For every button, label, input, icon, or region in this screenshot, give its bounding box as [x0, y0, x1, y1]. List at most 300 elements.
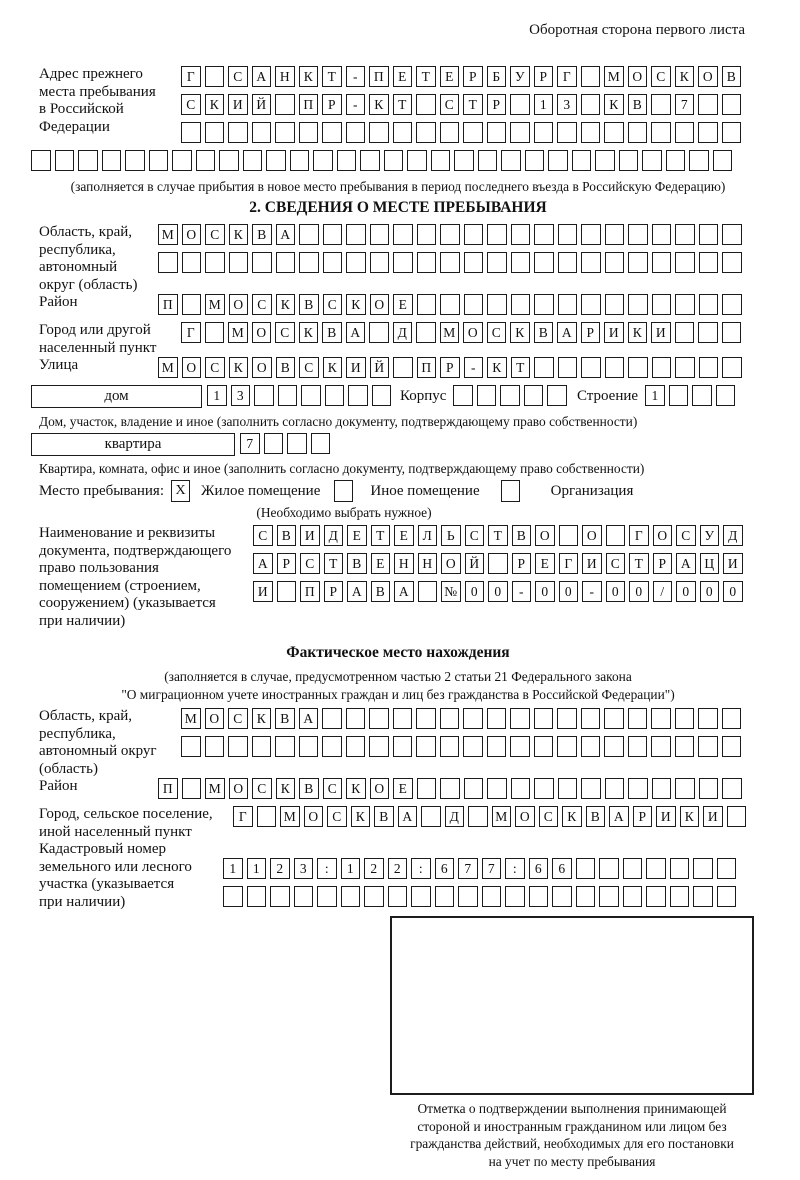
char-cell: А	[398, 806, 418, 827]
char-cell	[454, 150, 474, 171]
char-cell	[337, 150, 357, 171]
char-cell	[628, 736, 648, 757]
char-cell: Р	[534, 66, 554, 87]
char-cell	[525, 150, 545, 171]
char-cell	[388, 886, 408, 907]
char-cell	[453, 385, 473, 406]
char-cell: 0	[723, 581, 743, 602]
char-cell: К	[323, 357, 343, 378]
char-cell: А	[276, 224, 296, 245]
char-cell	[322, 122, 342, 143]
char-cell	[605, 224, 625, 245]
char-cell	[313, 150, 333, 171]
char-cell	[158, 252, 178, 273]
char-cell	[346, 122, 366, 143]
stay-type-label: Место пребывания:	[39, 482, 164, 499]
char-cell	[652, 252, 672, 273]
char-cell	[722, 778, 742, 799]
char-cell: В	[586, 806, 606, 827]
char-cell: О	[229, 294, 249, 315]
checkbox-residential: X	[171, 480, 190, 502]
char-cell	[464, 224, 484, 245]
char-cell: 6	[529, 858, 549, 879]
char-cell	[511, 224, 531, 245]
char-cell	[605, 357, 625, 378]
char-cell: Ь	[441, 525, 461, 546]
char-cell	[369, 708, 389, 729]
char-cell	[599, 886, 619, 907]
char-cell	[463, 736, 483, 757]
char-cell	[369, 322, 389, 343]
char-cell	[488, 553, 508, 574]
char-cell: Р	[277, 553, 297, 574]
char-cell	[323, 224, 343, 245]
char-cell	[393, 708, 413, 729]
char-cell	[299, 252, 319, 273]
char-cell	[547, 385, 567, 406]
char-cell: В	[628, 94, 648, 115]
char-cell	[666, 150, 686, 171]
char-cell	[652, 294, 672, 315]
char-cell	[628, 224, 648, 245]
char-cell	[548, 150, 568, 171]
char-cell	[675, 322, 695, 343]
char-cell	[228, 736, 248, 757]
char-cell: Г	[233, 806, 253, 827]
char-cell	[369, 736, 389, 757]
char-cell	[243, 150, 263, 171]
char-cell	[534, 294, 554, 315]
char-cell	[675, 224, 695, 245]
char-cell	[252, 736, 272, 757]
char-cell	[606, 525, 626, 546]
char-cell	[646, 858, 666, 879]
char-cell: Т	[322, 66, 342, 87]
char-cell: Г	[181, 66, 201, 87]
char-cell: С	[205, 224, 225, 245]
cadastral-row-1	[223, 858, 736, 879]
district-block	[31, 294, 765, 322]
char-cell	[558, 224, 578, 245]
char-cell: П	[369, 66, 389, 87]
doc-label: Наименование и реквизиты документа, подтверждающего право пользования помещением (строением, сооружением) (указывается при наличии)	[39, 525, 232, 629]
char-cell	[182, 252, 202, 273]
page-side-title: Оборотная сторона первого листа	[529, 22, 745, 38]
char-cell: Е	[393, 778, 413, 799]
char-cell	[223, 886, 243, 907]
char-cell: О	[463, 322, 483, 343]
char-cell	[628, 778, 648, 799]
doc-row-1	[253, 525, 743, 546]
char-cell: С	[228, 708, 248, 729]
char-cell: О	[370, 778, 390, 799]
char-cell: Д	[324, 525, 344, 546]
checkbox-other-premises	[334, 480, 353, 502]
char-cell	[675, 294, 695, 315]
char-cell: 3	[294, 858, 314, 879]
char-cell	[275, 122, 295, 143]
char-cell: Е	[393, 66, 413, 87]
cadastral-block	[31, 841, 765, 914]
char-cell: Е	[393, 294, 413, 315]
char-cell: Т	[416, 66, 436, 87]
char-cell	[440, 708, 460, 729]
prev-address-row-1	[181, 66, 741, 87]
prev-address-block	[31, 66, 765, 150]
char-cell	[205, 122, 225, 143]
char-cell: К	[562, 806, 582, 827]
char-cell: И	[651, 322, 671, 343]
actual-location-heading: Фактическое место нахождения	[286, 644, 510, 661]
char-cell	[534, 224, 554, 245]
char-cell	[487, 778, 507, 799]
stroenie-cells	[645, 385, 735, 406]
char-cell: Т	[324, 553, 344, 574]
char-cell	[510, 94, 530, 115]
house-box: дом	[31, 385, 202, 408]
char-cell: Б	[487, 66, 507, 87]
char-cell: М	[440, 322, 460, 343]
char-cell	[323, 252, 343, 273]
char-cell	[364, 886, 384, 907]
char-cell: В	[512, 525, 532, 546]
actual-city-row	[233, 806, 746, 827]
char-cell	[623, 858, 643, 879]
district-label: Район	[39, 294, 78, 310]
char-cell: В	[299, 778, 319, 799]
char-cell: А	[394, 581, 414, 602]
char-cell: В	[252, 224, 272, 245]
char-cell	[713, 150, 733, 171]
char-cell	[102, 150, 122, 171]
char-cell: С	[465, 525, 485, 546]
stay-type-row	[31, 480, 765, 502]
apartment-number-cells	[240, 433, 330, 454]
char-cell	[276, 252, 296, 273]
char-cell: О	[205, 708, 225, 729]
char-cell: Л	[418, 525, 438, 546]
char-cell	[301, 385, 321, 406]
actual-region-label: Область, край, республика, автономный округ (область)	[39, 708, 157, 777]
actual-region-row-2	[181, 736, 741, 757]
char-cell: А	[676, 553, 696, 574]
char-cell	[699, 252, 719, 273]
char-cell	[487, 122, 507, 143]
char-cell: 2	[270, 858, 290, 879]
char-cell: В	[347, 553, 367, 574]
char-cell: М	[228, 322, 248, 343]
organization-option-label: Организация	[550, 482, 634, 499]
char-cell: С	[323, 778, 343, 799]
char-cell	[205, 66, 225, 87]
char-cell	[435, 886, 455, 907]
char-cell: С	[275, 322, 295, 343]
char-cell	[511, 294, 531, 315]
char-cell: И	[723, 553, 743, 574]
char-cell: У	[510, 66, 530, 87]
char-cell: Т	[463, 94, 483, 115]
char-cell	[716, 385, 736, 406]
char-cell	[557, 736, 577, 757]
char-cell: С	[606, 553, 626, 574]
char-cell: Т	[511, 357, 531, 378]
char-cell: Д	[393, 322, 413, 343]
char-cell	[623, 886, 643, 907]
char-cell: К	[369, 94, 389, 115]
char-cell	[311, 433, 331, 454]
char-cell	[505, 886, 525, 907]
char-cell: 1	[247, 858, 267, 879]
char-cell: П	[300, 581, 320, 602]
char-cell	[500, 385, 520, 406]
char-cell	[294, 886, 314, 907]
char-cell	[675, 357, 695, 378]
char-cell	[727, 806, 747, 827]
char-cell: Г	[181, 322, 201, 343]
char-cell: С	[539, 806, 559, 827]
char-cell	[581, 252, 601, 273]
char-cell: 7	[458, 858, 478, 879]
char-cell: М	[158, 224, 178, 245]
char-cell	[722, 357, 742, 378]
char-cell	[722, 122, 742, 143]
char-cell	[604, 736, 624, 757]
char-cell: Ц	[700, 553, 720, 574]
char-cell	[421, 806, 441, 827]
char-cell	[693, 886, 713, 907]
char-cell: Р	[487, 94, 507, 115]
region-row-2	[158, 252, 742, 273]
char-cell	[698, 736, 718, 757]
char-cell	[322, 708, 342, 729]
char-cell	[487, 252, 507, 273]
char-cell: Т	[488, 525, 508, 546]
char-cell	[651, 708, 671, 729]
actual-region-row-1	[181, 708, 741, 729]
char-cell: О	[182, 357, 202, 378]
char-cell	[411, 886, 431, 907]
char-cell: Е	[394, 525, 414, 546]
char-cell: К	[628, 322, 648, 343]
actual-district-label: Район	[39, 778, 78, 794]
char-cell: В	[374, 806, 394, 827]
char-cell: О	[370, 294, 390, 315]
char-cell	[317, 886, 337, 907]
other-premises-option-label: Иное помещение	[370, 482, 480, 499]
char-cell: С	[676, 525, 696, 546]
char-cell	[599, 858, 619, 879]
char-cell	[464, 294, 484, 315]
char-cell: В	[722, 66, 742, 87]
char-cell: 3	[231, 385, 251, 406]
house-row	[31, 385, 765, 408]
char-cell	[228, 122, 248, 143]
char-cell	[478, 150, 498, 171]
char-cell: Й	[465, 553, 485, 574]
char-cell	[628, 252, 648, 273]
char-cell	[605, 252, 625, 273]
char-cell	[370, 252, 390, 273]
char-cell	[270, 886, 290, 907]
street-label: Улица	[39, 357, 79, 373]
char-cell: 0	[700, 581, 720, 602]
actual-location-note: (заполняется в случае, предусмотренном частью 2 статьи 21 Федерального закона "О миграционном учете иностранных граждан и лиц без гражданства в Российской Федерации")	[121, 669, 675, 702]
korpus-label: Корпус	[400, 388, 447, 404]
actual-city-label: Город, сельское поселение, иной населенный пункт	[39, 806, 213, 840]
char-cell: 0	[559, 581, 579, 602]
char-cell	[692, 385, 712, 406]
char-cell: О	[515, 806, 535, 827]
char-cell	[628, 294, 648, 315]
char-cell	[581, 357, 601, 378]
char-cell	[487, 294, 507, 315]
char-cell	[651, 122, 671, 143]
char-cell: С	[253, 525, 273, 546]
char-cell	[534, 778, 554, 799]
char-cell: К	[680, 806, 700, 827]
prev-address-label: Адрес прежнего места пребывания в Российской Федерации	[39, 66, 156, 135]
char-cell	[628, 357, 648, 378]
char-cell: 1	[534, 94, 554, 115]
char-cell: Т	[393, 94, 413, 115]
char-cell: Н	[418, 553, 438, 574]
char-cell	[464, 252, 484, 273]
char-cell: О	[304, 806, 324, 827]
char-cell: О	[628, 66, 648, 87]
char-cell	[325, 385, 345, 406]
char-cell: Е	[371, 553, 391, 574]
char-cell	[652, 778, 672, 799]
doc-row-3	[253, 581, 743, 602]
char-cell: С	[300, 553, 320, 574]
char-cell	[558, 357, 578, 378]
stamp-note: Отметка о подтверждении выполнения принимающей стороной и иностранным гражданином или лицом без гражданства действий, необходимых для его постановки на учет по месту пребывания	[410, 1101, 734, 1169]
char-cell	[510, 122, 530, 143]
char-cell: -	[346, 94, 366, 115]
char-cell	[699, 294, 719, 315]
char-cell	[628, 122, 648, 143]
char-cell: 0	[606, 581, 626, 602]
char-cell	[646, 886, 666, 907]
city-block	[31, 322, 765, 357]
char-cell	[576, 886, 596, 907]
char-cell: С	[228, 66, 248, 87]
char-cell: Е	[440, 66, 460, 87]
char-cell: И	[253, 581, 273, 602]
char-cell	[463, 708, 483, 729]
char-cell	[464, 778, 484, 799]
char-cell	[693, 858, 713, 879]
char-cell	[440, 778, 460, 799]
char-cell	[181, 736, 201, 757]
char-cell	[581, 94, 601, 115]
char-cell: 0	[465, 581, 485, 602]
char-cell	[675, 778, 695, 799]
char-cell: 2	[388, 858, 408, 879]
char-cell	[576, 858, 596, 879]
stamp-box	[390, 916, 754, 1095]
char-cell: В	[371, 581, 391, 602]
char-cell: С	[327, 806, 347, 827]
char-cell	[416, 736, 436, 757]
char-cell	[440, 252, 460, 273]
char-cell	[534, 736, 554, 757]
region-row-1	[158, 224, 742, 245]
char-cell	[468, 806, 488, 827]
char-cell	[266, 150, 286, 171]
char-cell: К	[299, 66, 319, 87]
char-cell	[205, 736, 225, 757]
char-cell: О	[698, 66, 718, 87]
char-cell: :	[505, 858, 525, 879]
char-cell: О	[229, 778, 249, 799]
char-cell	[501, 150, 521, 171]
char-cell: 7	[482, 858, 502, 879]
char-cell: А	[609, 806, 629, 827]
char-cell	[172, 150, 192, 171]
char-cell	[572, 150, 592, 171]
char-cell	[181, 122, 201, 143]
char-cell	[264, 433, 284, 454]
char-cell	[277, 581, 297, 602]
char-cell: И	[300, 525, 320, 546]
char-cell	[675, 736, 695, 757]
char-cell	[431, 150, 451, 171]
char-cell: :	[411, 858, 431, 879]
char-cell: К	[299, 322, 319, 343]
char-cell: 1	[207, 385, 227, 406]
char-cell	[722, 294, 742, 315]
char-cell: А	[299, 708, 319, 729]
char-cell	[393, 357, 413, 378]
char-cell	[477, 385, 497, 406]
char-cell	[675, 252, 695, 273]
char-cell	[205, 252, 225, 273]
char-cell: О	[653, 525, 673, 546]
char-cell: 1	[645, 385, 665, 406]
char-cell: С	[651, 66, 671, 87]
char-cell	[463, 122, 483, 143]
char-cell	[370, 224, 390, 245]
char-cell	[487, 708, 507, 729]
char-cell: Р	[512, 553, 532, 574]
char-cell	[689, 150, 709, 171]
char-cell: М	[205, 778, 225, 799]
char-cell: М	[280, 806, 300, 827]
char-cell: В	[299, 294, 319, 315]
char-cell	[416, 322, 436, 343]
char-cell	[722, 708, 742, 729]
char-cell: Г	[559, 553, 579, 574]
char-cell	[529, 886, 549, 907]
char-cell: В	[275, 708, 295, 729]
char-cell	[651, 736, 671, 757]
char-cell: К	[252, 708, 272, 729]
char-cell: К	[487, 357, 507, 378]
char-cell: 6	[552, 858, 572, 879]
char-cell: К	[276, 778, 296, 799]
doc-row-2	[253, 553, 743, 574]
char-cell	[290, 150, 310, 171]
char-cell	[346, 708, 366, 729]
char-cell: О	[582, 525, 602, 546]
char-cell: А	[557, 322, 577, 343]
char-cell: Р	[324, 581, 344, 602]
char-cell	[558, 294, 578, 315]
char-cell	[247, 886, 267, 907]
char-cell	[698, 94, 718, 115]
actual-city-block	[31, 806, 765, 841]
